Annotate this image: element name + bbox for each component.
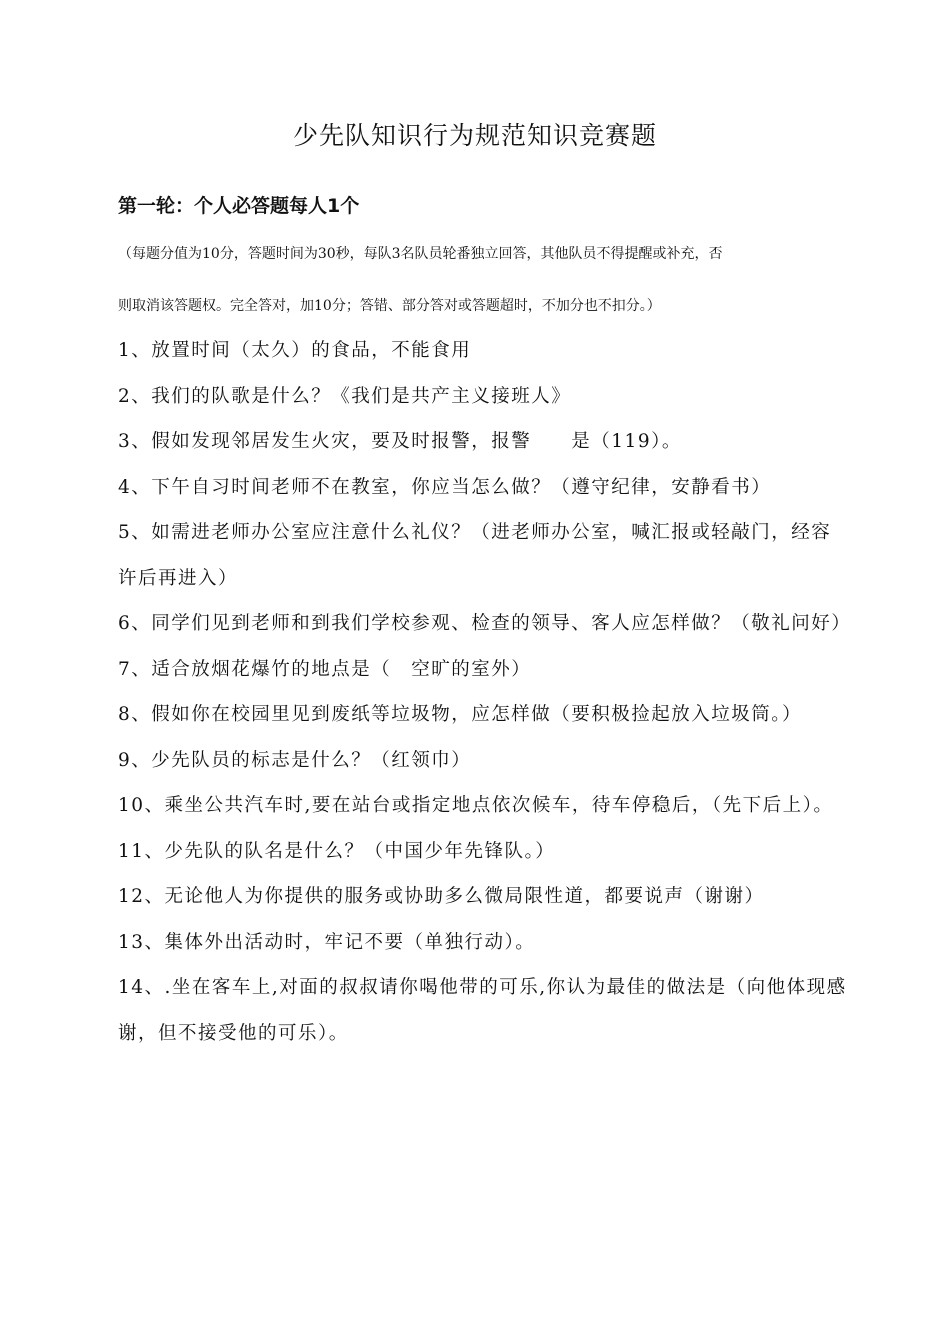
question-item-14: 14、.坐在客车上,对面的叔叔请你喝他带的可乐,你认为最佳的做法是（向他体现感谢，但不接受他的可乐）。 [118,977,847,1044]
question-item-6: 6、同学们见到老师和到我们学校参观、检查的领导、客人应怎样做？（敬礼问好） [118,613,852,634]
question-list [118,328,850,1056]
question-item-10: 10、乘坐公共汽车时,要在站台或指定地点依次候车，待车停稳后，（先下后上）。 [118,795,834,816]
question-item-1: 1、放置时间（太久）的食品，不能食用 [118,340,472,361]
question-item-3: 3、假如发现邻居发生火灾，要及时报警，报警 是（119）。 [118,431,682,452]
rules-line-2: 则取消该答题权。完全答对，加10分；答错、部分答对或答题超时，不加分也不扣分。） [118,298,661,314]
question-item-13: 13、集体外出活动时，牢记不要（单独行动）。 [118,931,536,953]
question-item-11: 11、少先队的队名是什么？（中国少年先锋队。） [118,840,556,862]
question-item-7: 7、适合放烟花爆竹的地点是（ 空旷的室外） [118,658,532,680]
question-item-5: 5、如需进老师办公室应注意什么礼仪？（进老师办公室，喊汇报或轻敲门，经容许后再进入） [118,522,832,589]
section-heading: 第一轮：个人必答题每人1个 [118,195,360,217]
rules-line-1: （每题分值为10分，答题时间为30秒，每队3名队员轮番独立回答，其他队员不得提醒或补充，否 [118,246,723,262]
question-item-12: 12、无论他人为你提供的服务或协助多么微局限性道，都要说声（谢谢） [118,886,765,907]
question-item-2: 2、我们的队歌是什么？《我们是共产主义接班人》 [118,385,572,407]
rules-paragraph [118,236,858,338]
question-item-8: 8、假如你在校园里见到废纸等垃圾物，应怎样做（要积极捡起放入垃圾筒。） [118,704,803,725]
question-item-9: 9、少先队员的标志是什么？（红领巾） [118,749,472,771]
question-item-4: 4、下午自习时间老师不在教室，你应当怎么做？（遵守纪律，安静看书） [118,476,772,498]
document-title: 少先队知识行为规范知识竞赛题 [292,121,657,150]
